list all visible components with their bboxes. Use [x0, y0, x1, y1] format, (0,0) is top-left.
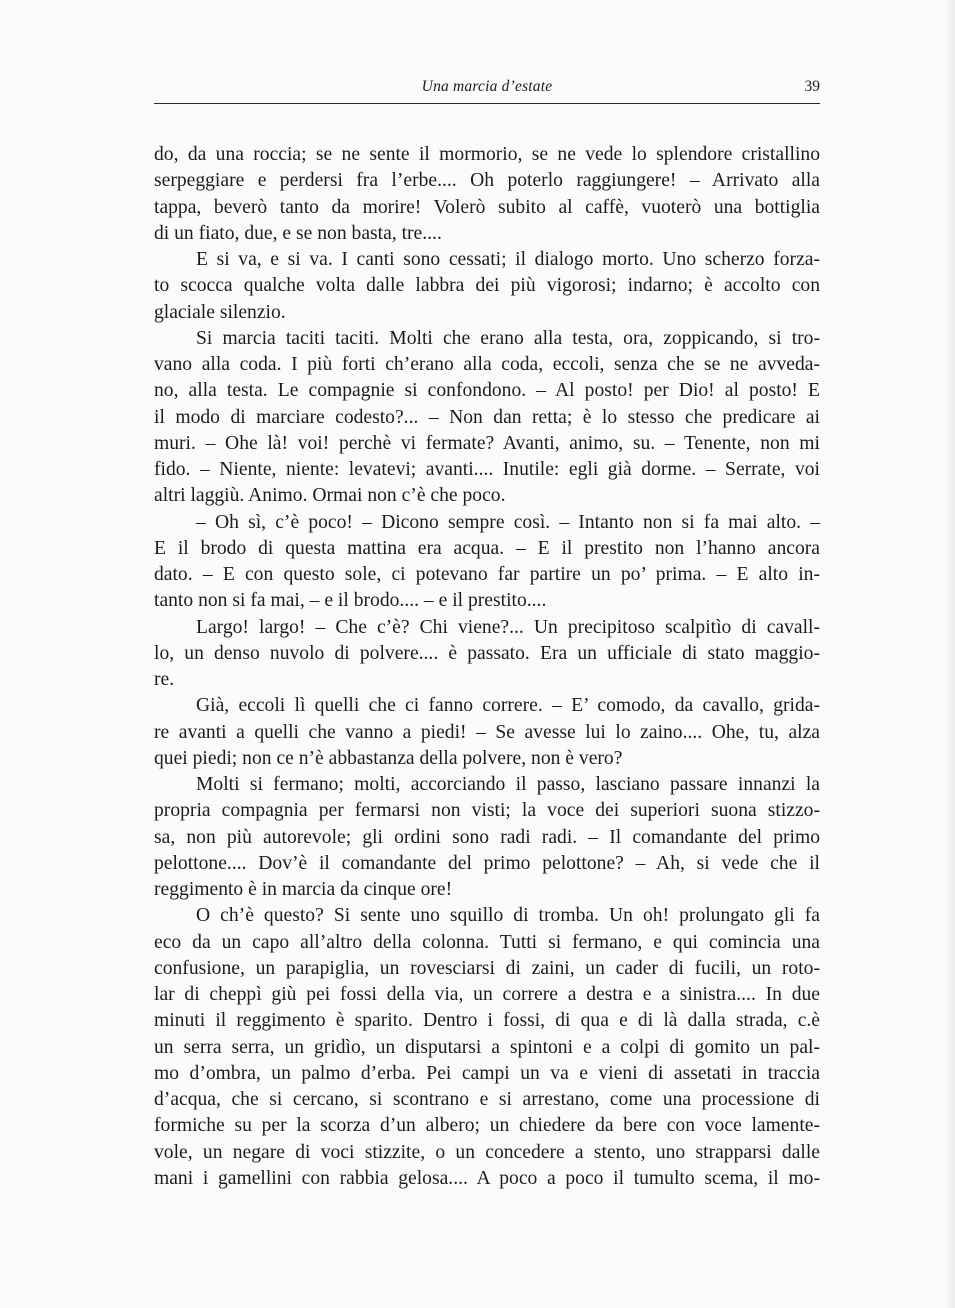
text-line: reggimento è in marcia da cinque ore!	[154, 879, 453, 900]
body-text	[154, 142, 820, 1192]
text-line: Largo! largo! – Che c’è? Chi viene?... Un precipitoso scalpitìo di cavall-	[196, 616, 820, 638]
text-line: – Oh sì, c’è poco! – Dicono sempre così. – Intanto non si fa mai alto. –	[196, 511, 820, 533]
text-line: Si marcia taciti taciti. Molti che erano alla testa, ora, zoppicando, si tro-	[196, 327, 820, 349]
text-line: re avanti a quelli che vanno a piedi! – Se avesse lui lo zaino.... Ohe, tu, alza	[154, 721, 820, 743]
page-edge-shadow	[945, 0, 955, 1308]
text-line: Già, eccoli lì quelli che ci fanno correre. – E’ comodo, da cavallo, grida-	[196, 695, 820, 717]
text-line: il modo di marciare codesto?... – Non dan retta; è lo stesso che predicare ai	[154, 406, 820, 428]
text-line: re.	[154, 669, 175, 690]
text-line: tanto non si fa mai, – e il brodo.... – e il prestito....	[154, 590, 547, 612]
text-line: muri. – Ohe là! voi! perchè vi fermate? Avanti, animo, su. – Tenente, non mi	[154, 432, 820, 454]
text-line: vano alla coda. I più forti ch’erano alla coda, eccoli, senza che se ne avveda-	[154, 354, 820, 375]
text-line: serpeggiare e perdersi fra l’erbe.... Oh poterlo raggiungere! – Arrivato alla	[154, 170, 820, 192]
text-line: lo, un denso nuvolo di polvere.... è passato. Era un ufficiale di stato maggio-	[154, 642, 820, 664]
text-line: E il brodo di questa mattina era acqua. – E il prestito non l’hanno ancora	[154, 537, 820, 559]
text-line: vole, un negare di voci stizzite, o un concedere a stento, uno strapparsi dalle	[154, 1141, 820, 1163]
text-line: formiche su per la scorza d’un albero; un chiedere da bere con voce lamente-	[154, 1115, 820, 1137]
text-line: quei piedi; non ce n’è abbastanza della polvere, non è vero?	[154, 747, 623, 769]
text-line: no, alla testa. Le compagnie si confondono. – Al posto! per Dio! al posto! E	[154, 380, 820, 402]
text-line: O ch’è questo? Si sente uno squillo di tromba. Un oh! prolungato gli fa	[196, 905, 820, 927]
running-title: Una marcia d’estate	[421, 78, 553, 95]
text-line: mo d’ombra, un palmo d’erba. Pei campi un va e vieni di assetati in traccia	[154, 1062, 820, 1084]
text-line: eco da un capo all’altro della colonna. Tutti si fermano, e qui comincia una	[154, 931, 820, 953]
text-line: propria compagnia per fermarsi non visti; la voce dei superiori suona stizzo-	[154, 800, 820, 822]
page-header	[154, 76, 820, 102]
text-line: fido. – Niente, niente: levatevi; avanti.... Inutile: egli già dorme. – Serrate, voi	[154, 459, 820, 480]
text-line: to scocca qualche volta dalle labbra dei più vigorosi; indarno; è accolto con	[154, 275, 820, 297]
text-line: glaciale silenzio.	[154, 301, 286, 323]
text-line: sa, non più autorevole; gli ordini sono radi radi. – Il comandante del primo	[154, 826, 820, 848]
text-line: confusione, un parapiglia, un rovesciarsi di zaini, un cader di fucili, un roto-	[154, 957, 820, 979]
text-line: minuti il reggimento è sparito. Dentro i fossi, di qua e di là dalla strada, c.è	[154, 1010, 820, 1032]
text-line: do, da una roccia; se ne sente il mormorio, se ne vede lo splendore cristallino	[154, 144, 820, 165]
text-line: dato. – E con questo sole, ci potevano far partire un po’ prima. – E alto in-	[154, 564, 820, 585]
text-line: tappa, beverò tanto da morire! Volerò subito al caffè, vuoterò una bottiglia	[154, 196, 820, 218]
text-line: d’acqua, che si cercano, si scontrano e si arrestano, come una processione di	[154, 1089, 820, 1110]
header-rule	[154, 103, 820, 104]
page-number: 39	[804, 78, 820, 95]
text-line: di un fiato, due, e se non basta, tre....	[154, 222, 442, 244]
text-line: altri laggiù. Animo. Ormai non c’è che poco.	[154, 485, 506, 507]
text-line: Molti si fermano; molti, accorciando il passo, lasciano passare innanzi la	[196, 774, 820, 795]
text-line: E si va, e si va. I canti sono cessati; il dialogo morto. Uno scherzo forza-	[196, 249, 820, 270]
text-line: mani i gamellini con rabbia gelosa.... A poco a poco il tumulto scema, il mo-	[154, 1167, 820, 1189]
text-line: lar di cheppì giù pei fossi della via, un correre a destra e a sinistra.... In due	[154, 984, 820, 1005]
text-line: un serra serra, un gridìo, un disputarsi a spintoni e a colpi di gomito un pal-	[154, 1036, 820, 1058]
text-line: pelottone.... Dov’è il comandante del primo pelottone? – Ah, si vede che il	[154, 852, 820, 874]
